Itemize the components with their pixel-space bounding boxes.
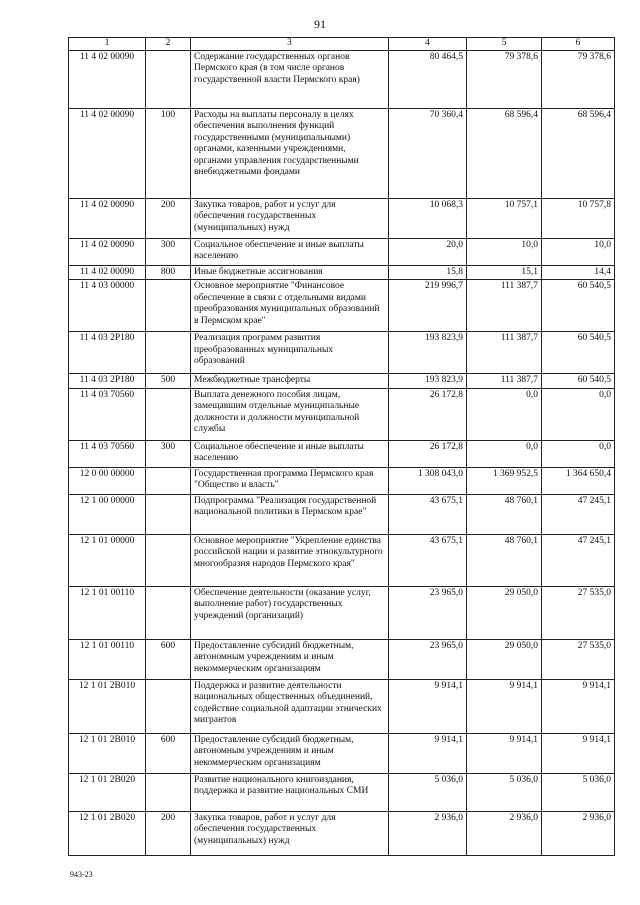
budget-code-cell: 12 0 00 00000 <box>69 467 146 494</box>
expense-type-cell: 300 <box>146 238 191 265</box>
amount-col5-cell: 1 369 952,5 <box>467 467 542 494</box>
amount-col5-cell: 0,0 <box>467 388 542 440</box>
table-row <box>69 811 615 855</box>
amount-col4-cell: 80 464,5 <box>389 50 467 108</box>
item-name-cell: Закупка товаров, работ и услуг для обеспечения государственных (муниципальных) нужд <box>191 198 389 238</box>
amount-col5-cell: 79 378,6 <box>467 50 542 108</box>
amount-col5-cell: 9 914,1 <box>467 679 542 733</box>
amount-col4-cell: 15,8 <box>389 265 467 280</box>
table-row <box>69 773 615 811</box>
column-header: 6 <box>542 38 615 51</box>
budget-code-cell: 12 1 01 2B010 <box>69 679 146 733</box>
table-row <box>69 238 615 265</box>
amount-col5-cell: 10 757,1 <box>467 198 542 238</box>
amount-col6-cell: 60 540,5 <box>542 280 615 332</box>
item-name-cell: Межбюджетные трансферты <box>191 374 389 389</box>
footer-mark: 943-23 <box>70 870 93 879</box>
expense-type-cell: 300 <box>146 440 191 467</box>
amount-col4-cell: 9 914,1 <box>389 679 467 733</box>
expense-type-cell <box>146 534 191 586</box>
item-name-cell: Содержание государственных органов Пермского края (в том числе органов государственной власти Пермского края) <box>191 50 389 108</box>
amount-col4-cell: 9 914,1 <box>389 733 467 773</box>
budget-table <box>68 37 615 856</box>
item-name-cell: Предоставление субсидий бюджетным, автономным учреждениям и иным некоммерческим организациям <box>191 733 389 773</box>
page-number: 91 <box>314 17 326 31</box>
budget-code-cell: 11 4 03 70560 <box>69 440 146 467</box>
expense-type-cell: 200 <box>146 198 191 238</box>
amount-col5-cell: 29 050,0 <box>467 639 542 679</box>
column-header: 4 <box>389 38 467 51</box>
table-header-row <box>69 38 615 51</box>
amount-col4-cell: 5 036,0 <box>389 773 467 811</box>
budget-code-cell: 11 4 02 00090 <box>69 108 146 198</box>
amount-col5-cell: 111 387,7 <box>467 332 542 374</box>
item-name-cell: Основное мероприятие "Укрепление единства российской нации и развитие этнокультурного многообразия народов Пермского края" <box>191 534 389 586</box>
column-header: 2 <box>146 38 191 51</box>
amount-col6-cell: 60 540,5 <box>542 332 615 374</box>
item-name-cell: Социальное обеспечение и иные выплаты населению <box>191 440 389 467</box>
amount-col6-cell: 0,0 <box>542 440 615 467</box>
table-row <box>69 679 615 733</box>
amount-col4-cell: 10 068,3 <box>389 198 467 238</box>
amount-col6-cell: 9 914,1 <box>542 679 615 733</box>
item-name-cell: Иные бюджетные ассигнования <box>191 265 389 280</box>
table-row <box>69 108 615 198</box>
expense-type-cell <box>146 467 191 494</box>
budget-code-cell: 12 1 01 2B020 <box>69 773 146 811</box>
expense-type-cell: 100 <box>146 108 191 198</box>
table-body <box>69 50 615 855</box>
expense-type-cell: 600 <box>146 639 191 679</box>
amount-col6-cell: 79 378,6 <box>542 50 615 108</box>
budget-code-cell: 12 1 01 2B010 <box>69 733 146 773</box>
amount-col6-cell: 47 245,1 <box>542 494 615 534</box>
table-row <box>69 280 615 332</box>
expense-type-cell <box>146 388 191 440</box>
amount-col6-cell: 27 535,0 <box>542 639 615 679</box>
amount-col5-cell: 5 036,0 <box>467 773 542 811</box>
amount-col4-cell: 1 308 043,0 <box>389 467 467 494</box>
amount-col6-cell: 9 914,1 <box>542 733 615 773</box>
item-name-cell: Подпрограмма "Реализация государственной национальной политики в Пермском крае" <box>191 494 389 534</box>
amount-col6-cell: 1 364 650,4 <box>542 467 615 494</box>
amount-col4-cell: 193 823,9 <box>389 332 467 374</box>
budget-code-cell: 11 4 02 00090 <box>69 198 146 238</box>
expense-type-cell: 600 <box>146 733 191 773</box>
expense-type-cell: 800 <box>146 265 191 280</box>
item-name-cell: Развитие национального книгоиздания, поддержка и развитие национальных СМИ <box>191 773 389 811</box>
amount-col5-cell: 48 760,1 <box>467 494 542 534</box>
amount-col5-cell: 48 760,1 <box>467 534 542 586</box>
item-name-cell: Закупка товаров, работ и услуг для обеспечения государственных (муниципальных) нужд <box>191 811 389 855</box>
expense-type-cell <box>146 494 191 534</box>
column-header: 5 <box>467 38 542 51</box>
amount-col6-cell: 27 535,0 <box>542 586 615 639</box>
amount-col5-cell: 15,1 <box>467 265 542 280</box>
budget-code-cell: 11 4 03 2P180 <box>69 374 146 389</box>
amount-col6-cell: 60 540,5 <box>542 374 615 389</box>
item-name-cell: Социальное обеспечение и иные выплаты населению <box>191 238 389 265</box>
amount-col5-cell: 111 387,7 <box>467 280 542 332</box>
expense-type-cell: 500 <box>146 374 191 389</box>
budget-code-cell: 12 1 01 2B020 <box>69 811 146 855</box>
table-row <box>69 586 615 639</box>
amount-col4-cell: 23 965,0 <box>389 586 467 639</box>
budget-code-cell: 12 1 01 00110 <box>69 639 146 679</box>
item-name-cell: Обеспечение деятельности (оказание услуг, выполнение работ) государственных учреждений (организаций) <box>191 586 389 639</box>
budget-code-cell: 11 4 02 00090 <box>69 50 146 108</box>
amount-col5-cell: 10,0 <box>467 238 542 265</box>
amount-col4-cell: 20,0 <box>389 238 467 265</box>
amount-col6-cell: 5 036,0 <box>542 773 615 811</box>
item-name-cell: Поддержка и развитие деятельности национальных общественных объединений, содействие социальной адаптации этнических мигрантов <box>191 679 389 733</box>
table-row <box>69 467 615 494</box>
table-row <box>69 332 615 374</box>
expense-type-cell <box>146 679 191 733</box>
amount-col4-cell: 219 996,7 <box>389 280 467 332</box>
budget-code-cell: 11 4 03 00000 <box>69 280 146 332</box>
budget-code-cell: 12 1 00 00000 <box>69 494 146 534</box>
budget-code-cell: 11 4 03 2P180 <box>69 332 146 374</box>
expense-type-cell <box>146 280 191 332</box>
table-row <box>69 388 615 440</box>
amount-col4-cell: 2 936,0 <box>389 811 467 855</box>
amount-col6-cell: 47 245,1 <box>542 534 615 586</box>
item-name-cell: Государственная программа Пермского края "Общество и власть" <box>191 467 389 494</box>
amount-col5-cell: 0,0 <box>467 440 542 467</box>
table-row <box>69 639 615 679</box>
table-row <box>69 198 615 238</box>
expense-type-cell: 200 <box>146 811 191 855</box>
item-name-cell: Основное мероприятие "Финансовое обеспечение в связи с отдельными видами преобразования муниципальных образований в Пермском крае" <box>191 280 389 332</box>
budget-code-cell: 12 1 01 00110 <box>69 586 146 639</box>
expense-type-cell <box>146 586 191 639</box>
table-row <box>69 265 615 280</box>
table-row <box>69 534 615 586</box>
amount-col4-cell: 43 675,1 <box>389 534 467 586</box>
amount-col6-cell: 10 757,8 <box>542 198 615 238</box>
amount-col4-cell: 26 172,8 <box>389 388 467 440</box>
amount-col5-cell: 2 936,0 <box>467 811 542 855</box>
budget-code-cell: 11 4 02 00090 <box>69 238 146 265</box>
budget-code-cell: 11 4 02 00090 <box>69 265 146 280</box>
expense-type-cell <box>146 332 191 374</box>
amount-col6-cell: 0,0 <box>542 388 615 440</box>
item-name-cell: Выплата денежного пособия лицам, замещавшим отдельные муниципальные должности и должности муниципальной службы <box>191 388 389 440</box>
expense-type-cell <box>146 773 191 811</box>
amount-col6-cell: 2 936,0 <box>542 811 615 855</box>
amount-col4-cell: 23 965,0 <box>389 639 467 679</box>
table-row <box>69 494 615 534</box>
table-row <box>69 440 615 467</box>
expense-type-cell <box>146 50 191 108</box>
budget-code-cell: 11 4 03 70560 <box>69 388 146 440</box>
amount-col5-cell: 29 050,0 <box>467 586 542 639</box>
amount-col4-cell: 70 360,4 <box>389 108 467 198</box>
item-name-cell: Расходы на выплаты персоналу в целях обеспечения выполнения функций государственными (муниципальными) органами, казенными учреждениями, органами управления государственными внебюджетными фондами <box>191 108 389 198</box>
amount-col5-cell: 9 914,1 <box>467 733 542 773</box>
item-name-cell: Реализация программ развития преобразованных муниципальных образований <box>191 332 389 374</box>
amount-col6-cell: 10,0 <box>542 238 615 265</box>
amount-col4-cell: 43 675,1 <box>389 494 467 534</box>
table-row <box>69 733 615 773</box>
column-header: 1 <box>69 38 146 51</box>
column-header: 3 <box>191 38 389 51</box>
amount-col6-cell: 14,4 <box>542 265 615 280</box>
budget-code-cell: 12 1 01 00000 <box>69 534 146 586</box>
amount-col6-cell: 68 596,4 <box>542 108 615 198</box>
item-name-cell: Предоставление субсидий бюджетным, автономным учреждениям и иным некоммерческим организациям <box>191 639 389 679</box>
table-row <box>69 374 615 389</box>
amount-col5-cell: 68 596,4 <box>467 108 542 198</box>
amount-col4-cell: 193 823,9 <box>389 374 467 389</box>
amount-col5-cell: 111 387,7 <box>467 374 542 389</box>
amount-col4-cell: 26 172,8 <box>389 440 467 467</box>
table-row <box>69 50 615 108</box>
